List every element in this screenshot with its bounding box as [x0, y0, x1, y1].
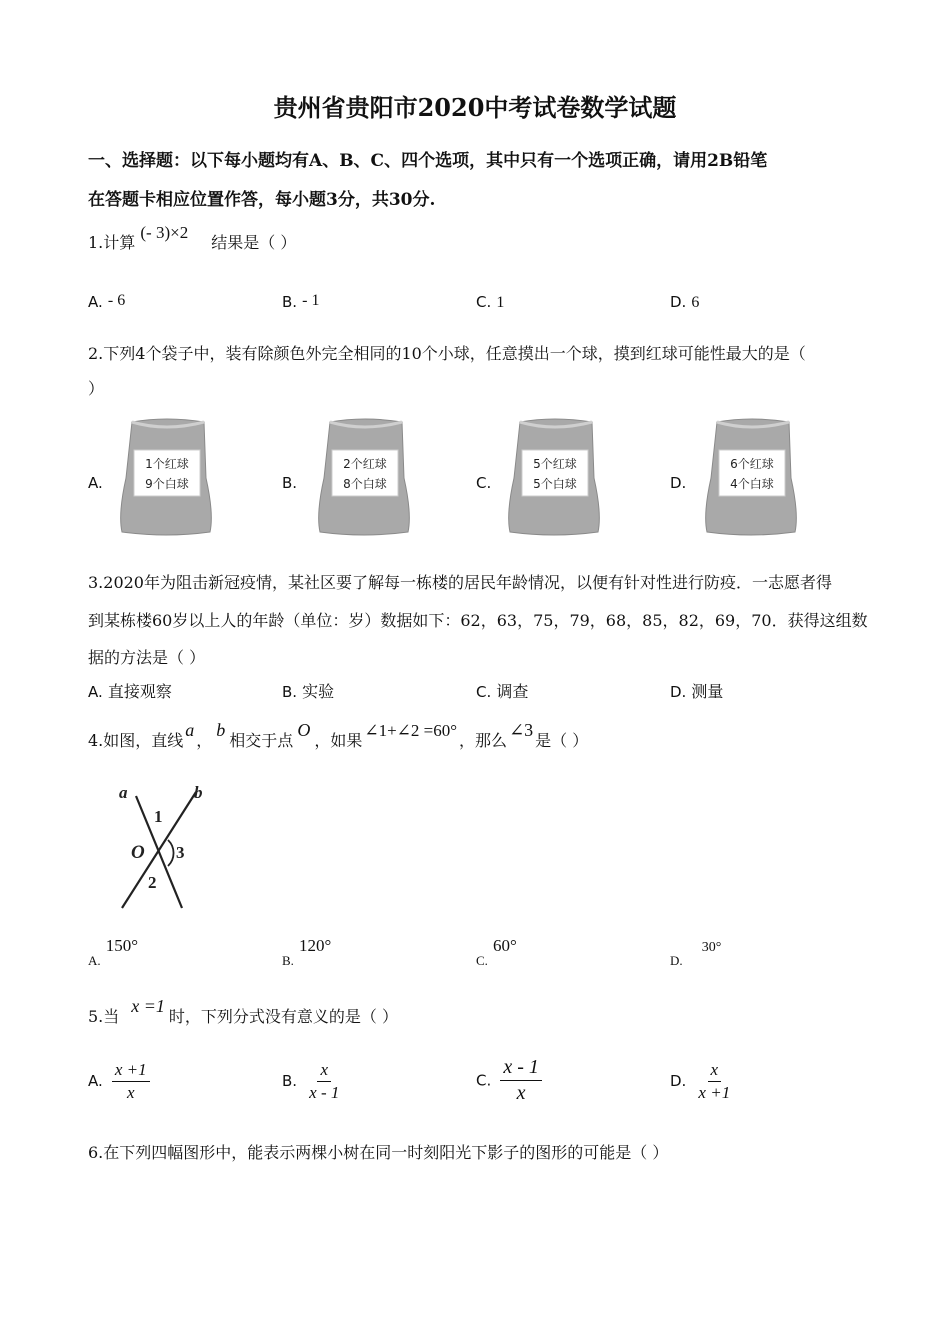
bag-d	[703, 418, 799, 536]
fig-label-b: b	[194, 783, 203, 802]
q4-condition: ∠1+∠2 =60°	[364, 721, 458, 740]
q2-option-d-label[interactable]: D.	[670, 474, 687, 492]
question-3-line3: 据的方法是（ ）	[88, 648, 206, 667]
bag-c-red: 5个红球	[533, 457, 577, 471]
q5-option-a[interactable]: A. $\frac{x +1}{x}$	[88, 1060, 150, 1102]
fig-angle-2: 2	[148, 873, 157, 892]
bag-c-white: 5个白球	[533, 477, 577, 491]
bag-b-white: 8个白球	[343, 477, 387, 491]
question-3-line1: 3.2020年为阻击新冠疫情，某社区要了解每一栋楼的居民年龄情况，以便有针对性进行防疫．一志愿者得	[88, 573, 832, 592]
q1-option-c[interactable]: C. 1	[476, 293, 505, 311]
bag-c	[506, 418, 602, 536]
q5-option-c[interactable]: C. $\frac{x - 1}{x}$	[476, 1056, 542, 1105]
q1-expression: (- 3)×2	[140, 223, 189, 242]
fig-label-o: O	[131, 842, 145, 863]
q5-condition: x =1	[131, 996, 165, 1016]
bag-a-red: 1个红球	[145, 457, 189, 471]
q2-option-a-label[interactable]: A.	[88, 474, 103, 492]
bag-b-red: 2个红球	[343, 457, 387, 471]
bag-d-white: 4个白球	[730, 477, 774, 491]
q3-option-b[interactable]: B. 实验	[282, 682, 335, 701]
q2-option-b-label[interactable]: B.	[282, 474, 298, 492]
q4-option-c[interactable]: $_{C.}$ 60°	[476, 936, 517, 968]
q1-option-b[interactable]: B. - 1	[282, 292, 320, 311]
q1-option-d[interactable]: D. 6	[670, 293, 700, 311]
q1-prefix: 1.计算	[88, 233, 136, 252]
fig-angle-3: 3	[176, 843, 185, 862]
q3-option-c[interactable]: C. 调查	[476, 682, 529, 701]
q3-option-a[interactable]: A. 直接观察	[88, 682, 172, 701]
bag-b	[316, 418, 412, 536]
bag-d-red: 6个红球	[730, 457, 774, 471]
q2-option-c-label[interactable]: C.	[476, 474, 492, 492]
question-4: 4.如图，直线a，b相交于点O，如果∠1+∠2 =60°，那么∠3是（ ）	[88, 720, 589, 750]
q1-option-a[interactable]: A. - 6	[88, 292, 126, 311]
q4-line-b: b	[216, 720, 226, 740]
bag-a	[118, 418, 214, 536]
question-2-line2: ）	[88, 379, 105, 398]
q4-angle-3: ∠3	[509, 720, 534, 740]
q4-point-o: O	[297, 720, 311, 740]
q4-option-a[interactable]: $_{A.}$ 150°	[88, 936, 139, 968]
q3-option-d[interactable]: D. 测量	[670, 682, 724, 701]
q4-intersecting-lines-figure	[108, 778, 220, 914]
section-instructions-line1: 一、选择题：以下每小题均有A、B、C、四个选项，其中只有一个选项正确，请用2B铅笔	[88, 151, 768, 171]
q4-option-b[interactable]: $_{B.}$ 120°	[282, 936, 332, 968]
bag-a-white: 9个白球	[145, 477, 189, 491]
fig-angle-1: 1	[154, 807, 163, 826]
q4-line-a: a	[185, 720, 195, 740]
q1-suffix: 结果是（ ）	[211, 233, 297, 252]
q5-option-d[interactable]: D. $\frac{x}{x +1}$	[670, 1060, 731, 1102]
section-instructions-line2: 在答题卡相应位置作答，每小题3分，共30分.	[88, 190, 436, 210]
q4-option-d[interactable]: $_{D.}$ 30°	[670, 940, 722, 968]
fig-label-a: a	[119, 783, 128, 802]
question-3-line2: 到某栋楼60岁以上人的年龄（单位：岁）数据如下：62，63，75，79，68，85，82，69，70．获得这组数	[88, 611, 868, 630]
question-1	[88, 223, 297, 253]
question-6: 6.在下列四幅图形中，能表示两棵小树在同一时刻阳光下影子的图形的可能是（ ）	[88, 1143, 669, 1162]
question-2-line1: 2.下列4个袋子中，装有除颜色外完全相同的10个小球，任意摸出一个球，摸到红球可能性最大的是（	[88, 344, 806, 363]
question-5: 5.当x =1时，下列分式没有意义的是（ ）	[88, 996, 399, 1026]
q5-option-b[interactable]: B. $\frac{x}{x - 1}$	[282, 1060, 340, 1102]
page-title: 贵州省贵阳市2020中考试卷数学试题	[273, 93, 677, 122]
